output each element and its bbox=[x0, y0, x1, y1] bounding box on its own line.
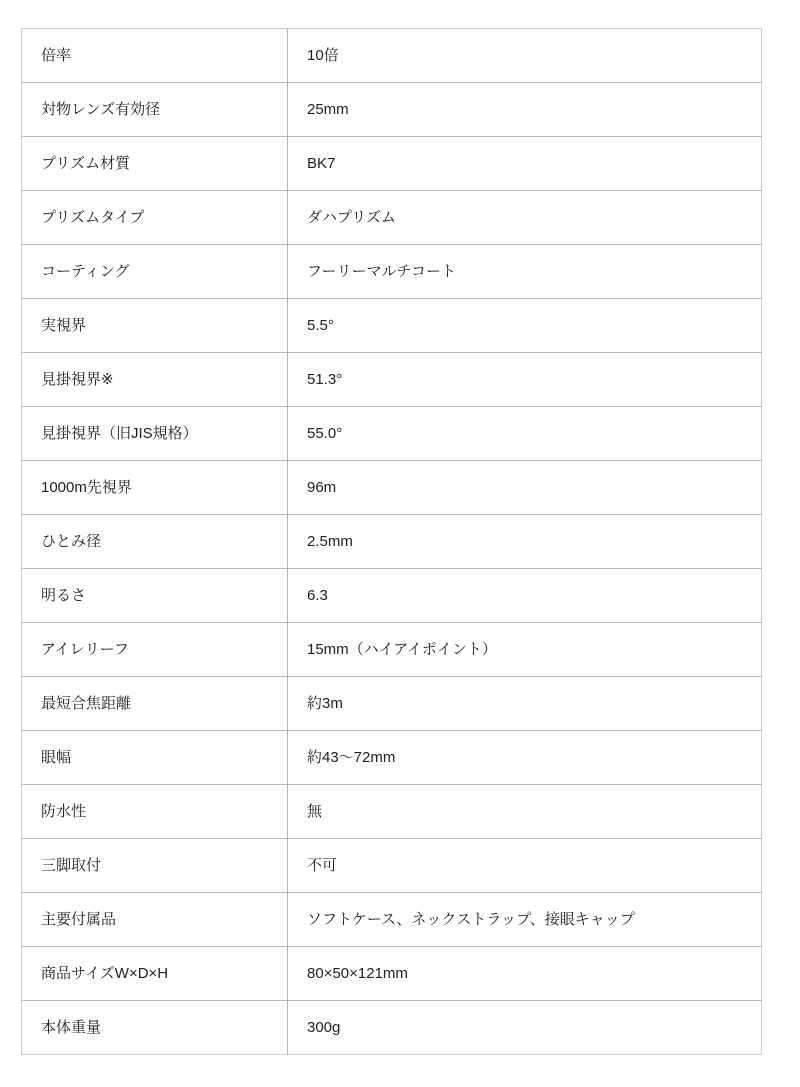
spec-value: 6.3 bbox=[288, 569, 762, 623]
spec-label: 商品サイズW×D×H bbox=[22, 947, 288, 1001]
spec-label: 見掛視界※ bbox=[22, 353, 288, 407]
product-spec-table bbox=[21, 28, 762, 1055]
spec-value: 51.3° bbox=[288, 353, 762, 407]
spec-value: 2.5mm bbox=[288, 515, 762, 569]
table-row bbox=[22, 839, 762, 893]
spec-value: ソフトケース、ネックストラップ、接眼キャップ bbox=[288, 893, 762, 947]
spec-value: BK7 bbox=[288, 137, 762, 191]
spec-label: 1000m先視界 bbox=[22, 461, 288, 515]
spec-label: 三脚取付 bbox=[22, 839, 288, 893]
table-row bbox=[22, 623, 762, 677]
table-row bbox=[22, 569, 762, 623]
spec-label: コーティング bbox=[22, 245, 288, 299]
spec-value: 15mm（ハイアイポイント） bbox=[288, 623, 762, 677]
spec-label: 実視界 bbox=[22, 299, 288, 353]
spec-label: プリズムタイプ bbox=[22, 191, 288, 245]
spec-table-body bbox=[22, 29, 762, 1055]
spec-label: 眼幅 bbox=[22, 731, 288, 785]
table-row bbox=[22, 191, 762, 245]
spec-label: 倍率 bbox=[41, 47, 72, 64]
table-row bbox=[22, 29, 762, 83]
table-row bbox=[22, 407, 762, 461]
table-row bbox=[22, 893, 762, 947]
spec-label: プリズム材質 bbox=[22, 137, 288, 191]
spec-value: フーリーマルチコート bbox=[288, 245, 762, 299]
spec-value: 約43〜72mm bbox=[288, 731, 762, 785]
spec-value: 不可 bbox=[288, 839, 762, 893]
spec-value: 5.5° bbox=[288, 299, 762, 353]
spec-label: 最短合焦距離 bbox=[22, 677, 288, 731]
table-row bbox=[22, 299, 762, 353]
table-row bbox=[22, 353, 762, 407]
spec-value: 80×50×121mm bbox=[288, 947, 762, 1001]
spec-value: 約3m bbox=[288, 677, 762, 731]
table-row bbox=[22, 515, 762, 569]
table-row bbox=[22, 731, 762, 785]
spec-label: 主要付属品 bbox=[22, 893, 288, 947]
spec-label: 対物レンズ有効径 bbox=[22, 83, 288, 137]
spec-value: ダハプリズム bbox=[288, 191, 762, 245]
spec-label: 防水性 bbox=[22, 785, 288, 839]
spec-label: 本体重量 bbox=[22, 1001, 288, 1055]
spec-value: 300g bbox=[288, 1001, 762, 1055]
table-row bbox=[22, 461, 762, 515]
table-row bbox=[22, 677, 762, 731]
spec-value: 無 bbox=[288, 785, 762, 839]
spec-value: 10倍 bbox=[288, 29, 762, 83]
table-row bbox=[22, 947, 762, 1001]
table-row bbox=[22, 245, 762, 299]
spec-label: 見掛視界（旧JIS規格） bbox=[22, 407, 288, 461]
spec-label: アイレリーフ bbox=[22, 623, 288, 677]
table-row bbox=[22, 83, 762, 137]
spec-value: 55.0° bbox=[288, 407, 762, 461]
table-row bbox=[22, 137, 762, 191]
table-row bbox=[22, 785, 762, 839]
spec-value: 96m bbox=[288, 461, 762, 515]
spec-value: 25mm bbox=[288, 83, 762, 137]
spec-label: 明るさ bbox=[22, 569, 288, 623]
spec-label: ひとみ径 bbox=[22, 515, 288, 569]
table-row bbox=[22, 1001, 762, 1055]
